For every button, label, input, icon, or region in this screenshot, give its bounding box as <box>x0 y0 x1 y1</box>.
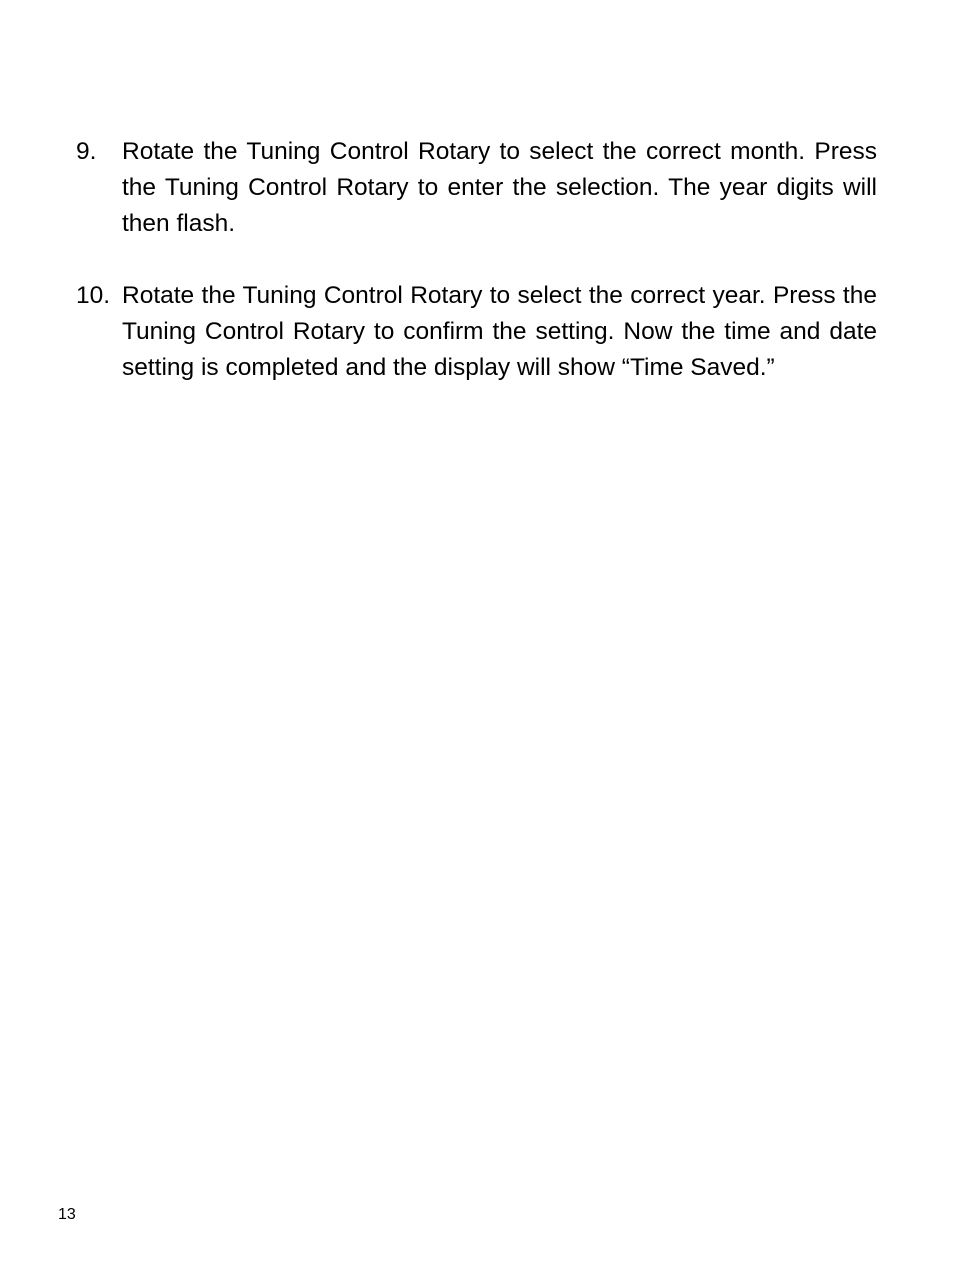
step-text: Rotate the Tuning Control Rotary to select the correct month. Press the Tuning Control Rotary to enter the selection. The year digits will then flash. <box>122 138 877 237</box>
step-number: 9. <box>76 138 97 165</box>
instruction-step <box>76 134 877 242</box>
page-number: 13 <box>58 1206 76 1223</box>
step-text: Rotate the Tuning Control Rotary to select the correct year. Press the Tuning Control Rotary to confirm the setting. Now the time and date setting is completed and the display will show “Time Saved.” <box>122 282 877 381</box>
step-number: 10. <box>76 282 111 309</box>
instruction-step <box>76 278 877 386</box>
